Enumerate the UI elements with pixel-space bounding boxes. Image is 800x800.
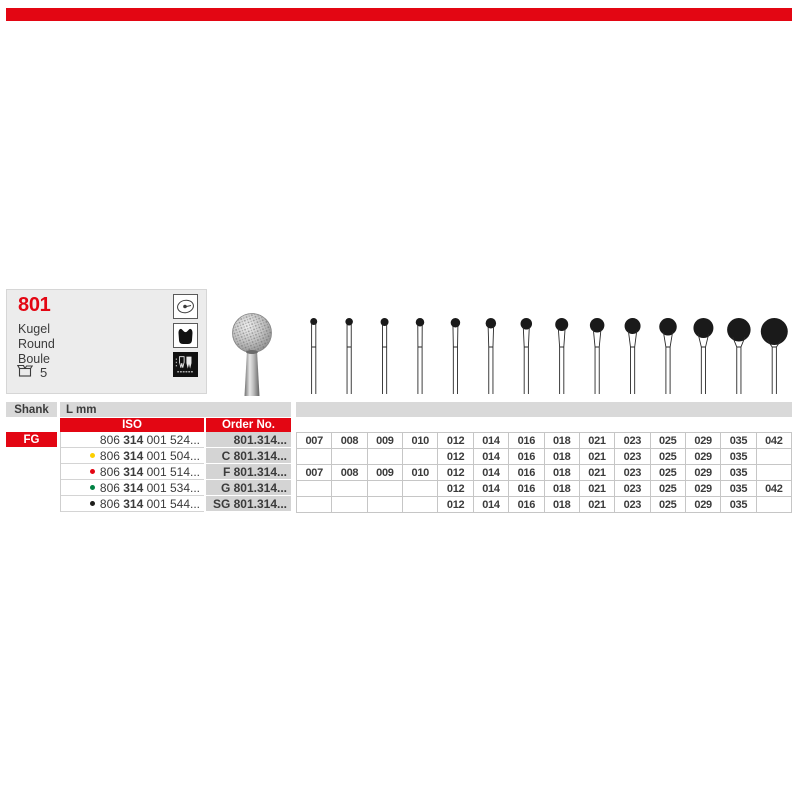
brand-logo-icon	[173, 352, 198, 377]
size-cell: 023	[615, 433, 650, 449]
bur-shank	[663, 332, 672, 394]
size-cell: 009	[368, 433, 403, 449]
size-cell: 021	[580, 465, 615, 481]
bur-shank	[347, 324, 351, 394]
size-cell: 008	[332, 465, 367, 481]
size-cell: 029	[686, 465, 721, 481]
bur-photo	[226, 302, 278, 396]
tooth-pictogram-icon	[173, 323, 198, 348]
bur-shank	[488, 327, 493, 394]
size-cell	[332, 481, 367, 497]
size-cell: 029	[686, 481, 721, 497]
package-icon	[17, 364, 33, 380]
top-red-bar	[6, 8, 792, 21]
iso-row	[61, 480, 204, 496]
order-column	[206, 432, 291, 512]
order-column-header: Order No.	[206, 418, 291, 432]
size-cell: 010	[403, 433, 438, 449]
iso-row	[61, 496, 204, 512]
bur-shank	[382, 324, 386, 394]
iso-number: 806 314 001 544...	[99, 496, 200, 511]
size-cell: 025	[651, 497, 686, 513]
bur-ball	[625, 318, 641, 334]
size-cell: 007	[297, 465, 332, 481]
bur-shank	[593, 330, 601, 394]
size-cell: 010	[403, 465, 438, 481]
bur-ball	[590, 318, 605, 333]
size-grid	[296, 432, 792, 513]
size-cell: 012	[438, 465, 473, 481]
order-number: C 801.314...	[206, 448, 291, 463]
bur-shank	[698, 334, 708, 394]
shank-value-cell: FG	[6, 432, 57, 447]
size-cell: 035	[721, 449, 756, 465]
size-cell	[403, 497, 438, 513]
pack-quantity-row	[17, 364, 47, 380]
size-cell: 025	[651, 481, 686, 497]
size-cell: 014	[474, 465, 509, 481]
size-cell	[297, 449, 332, 465]
order-number: 801.314...	[206, 432, 291, 447]
size-cell: 012	[438, 481, 473, 497]
size-cell: 007	[297, 433, 332, 449]
size-cell: 014	[474, 433, 509, 449]
iso-number: 806 314 001 534...	[99, 480, 200, 495]
size-cell: 016	[509, 497, 544, 513]
size-cell: 012	[438, 433, 473, 449]
size-cell: 042	[757, 481, 792, 497]
size-cell: 042	[757, 433, 792, 449]
bur-shank	[418, 325, 422, 394]
size-cell: 021	[580, 497, 615, 513]
order-number: G 801.314...	[206, 480, 291, 495]
size-cell: 025	[651, 465, 686, 481]
grit-dot-icon	[90, 485, 95, 490]
product-info-box	[6, 289, 207, 394]
iso-number: 806 314 001 524...	[99, 432, 200, 447]
size-cell	[403, 481, 438, 497]
size-cell: 035	[721, 497, 756, 513]
shank-header: Shank	[6, 402, 57, 417]
grit-dot-icon	[90, 501, 95, 506]
bur-ball	[451, 318, 461, 328]
size-cell: 025	[651, 449, 686, 465]
size-cell: 035	[721, 465, 756, 481]
pack-quantity: 5	[40, 364, 48, 380]
size-cell: 029	[686, 497, 721, 513]
order-number: F 801.314...	[206, 464, 291, 479]
iso-number: 806 314 001 504...	[99, 448, 200, 463]
bur-ball	[486, 318, 497, 329]
size-cell: 012	[438, 497, 473, 513]
size-cell: 014	[474, 481, 509, 497]
size-cell: 035	[721, 433, 756, 449]
size-cell	[297, 497, 332, 513]
size-cell: 023	[615, 481, 650, 497]
usage-pictogram-icon	[173, 294, 198, 319]
size-cell	[757, 465, 792, 481]
bur-shank	[767, 340, 781, 394]
size-cell: 018	[545, 497, 580, 513]
size-cell: 012	[438, 449, 473, 465]
bur-ball	[727, 318, 751, 342]
order-number: SG 801.314...	[206, 496, 291, 511]
bur-ball	[761, 318, 788, 345]
size-cell: 023	[615, 465, 650, 481]
product-name-en: Round	[18, 337, 55, 351]
size-cell	[368, 449, 403, 465]
size-cell: 023	[615, 497, 650, 513]
size-cell: 029	[686, 433, 721, 449]
size-cell: 018	[545, 481, 580, 497]
length-header: L mm	[60, 402, 291, 417]
product-number: 801	[18, 294, 51, 316]
size-cell: 008	[332, 433, 367, 449]
size-cell: 009	[368, 465, 403, 481]
bur-ball	[555, 318, 568, 331]
size-cell: 021	[580, 481, 615, 497]
size-cell: 016	[509, 433, 544, 449]
bur-shank	[733, 337, 745, 394]
bur-ball	[416, 318, 425, 327]
size-cell: 014	[474, 497, 509, 513]
size-cell: 025	[651, 433, 686, 449]
size-cell: 016	[509, 481, 544, 497]
size-cell: 023	[615, 449, 650, 465]
band-right-spacer	[296, 402, 792, 417]
size-cell: 029	[686, 449, 721, 465]
bur-ball	[381, 318, 389, 326]
bur-ball	[345, 318, 353, 326]
size-cell: 018	[545, 449, 580, 465]
grit-dot-icon	[90, 453, 95, 458]
iso-row	[61, 464, 204, 480]
iso-column-header: ISO	[60, 418, 204, 432]
pictogram-column	[173, 294, 198, 377]
product-name-fr: Boule	[18, 352, 50, 366]
iso-row	[61, 448, 204, 464]
bur-ball	[693, 318, 713, 338]
size-cell: 018	[545, 433, 580, 449]
iso-row	[61, 432, 204, 448]
bur-shank	[628, 331, 636, 394]
size-cell: 021	[580, 433, 615, 449]
size-cell: 035	[721, 481, 756, 497]
size-cell	[332, 449, 367, 465]
size-cell: 016	[509, 449, 544, 465]
size-cell	[332, 497, 367, 513]
size-cell	[368, 497, 403, 513]
size-cell: 014	[474, 449, 509, 465]
size-cell	[297, 481, 332, 497]
bur-ball	[521, 318, 533, 330]
bur-shank	[558, 329, 565, 394]
grit-dot-icon	[90, 469, 95, 474]
iso-column	[60, 432, 204, 512]
iso-number: 806 314 001 514...	[99, 464, 200, 479]
size-cell	[368, 481, 403, 497]
size-cell: 021	[580, 449, 615, 465]
size-cell	[757, 449, 792, 465]
product-name-de: Kugel	[18, 322, 50, 336]
product-names	[18, 322, 55, 367]
size-cell: 016	[509, 465, 544, 481]
size-cell	[403, 449, 438, 465]
bur-shank	[453, 326, 458, 394]
bur-shank	[312, 324, 316, 394]
size-cell	[757, 497, 792, 513]
bur-size-silhouettes	[296, 304, 792, 396]
size-cell: 018	[545, 465, 580, 481]
bur-shank	[523, 327, 529, 394]
bur-ball	[659, 318, 677, 336]
